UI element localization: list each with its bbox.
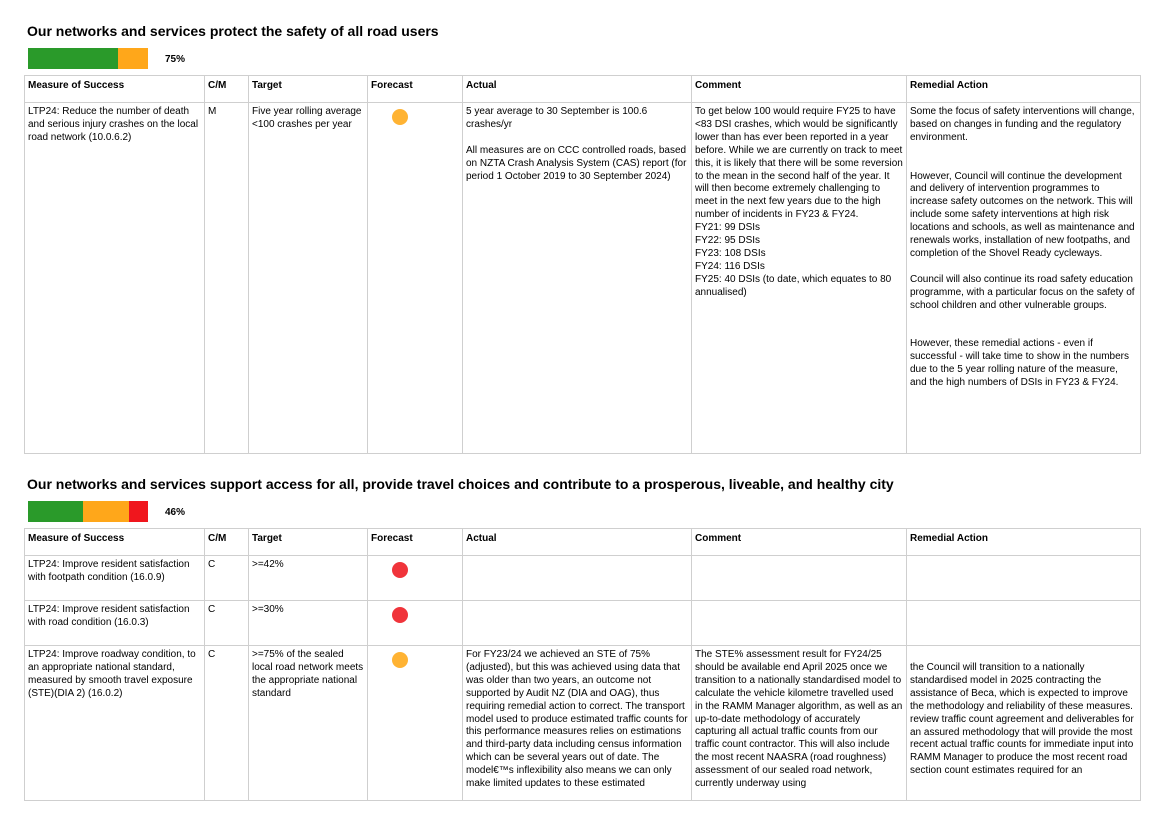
- measure-cell: LTP24: Reduce the number of death and serious injury crashes on the local road network (10.0.6.2): [25, 103, 205, 454]
- forecast-status-red-icon: [392, 562, 408, 578]
- remedial-cell: [907, 556, 1141, 601]
- header-measure: Measure of Success: [25, 76, 205, 103]
- progress-green-segment: [28, 501, 83, 522]
- actual-cell: 5 year average to 30 September is 100.6 crashes/yr All measures are on CCC controlled roads, based on NZTA Crash Analysis System (CAS) report (for period 1 October 2019 to 30 September 2024): [463, 103, 692, 454]
- table-row: [25, 103, 1141, 454]
- header-forecast: Forecast: [368, 529, 463, 556]
- actual-cell: [463, 646, 692, 801]
- progress-amber-segment: [118, 48, 148, 69]
- progress-red-segment: [129, 501, 148, 522]
- measure-cell: LTP24: Improve resident satisfaction with footpath condition (16.0.9): [25, 556, 205, 601]
- forecast-status-amber-icon: [392, 652, 408, 668]
- table-row: [25, 646, 1141, 801]
- forecast-cell: [368, 601, 463, 646]
- cm-cell: C: [205, 646, 249, 801]
- remedial-cell: [907, 601, 1141, 646]
- comment-cell: To get below 100 would require FY25 to have <83 DSI crashes, which would be significantly lower than has ever been reported in a year before. While we are currently on track to meet this, it is likely that there will be some reversion to the mean in the second half of the year. It will then become extremely challenging to meet in the next few years due to the high number of incidents in FY23 & FY24. FY21: 99 DSIs FY22: 95 DSIs FY23: 108 DSIs FY24: 116 DSIs FY25: 40 DSIs (to date, which equates to 80 annualised): [692, 103, 907, 454]
- actual-cell: [463, 556, 692, 601]
- header-actual: Actual: [463, 529, 692, 556]
- cm-cell: M: [205, 103, 249, 454]
- remedial-cell: [907, 646, 1141, 801]
- forecast-cell: [368, 556, 463, 601]
- table-header-row: [25, 529, 1141, 556]
- table-row: [25, 601, 1141, 646]
- header-comment: Comment: [692, 529, 907, 556]
- section-1-progress-bar: [28, 48, 148, 69]
- comment-text: The STE% assessment result for FY24/25 should be available end April 2025 once we transition to a nationally standardised model to calculate the vehicle kilometre travelled used in the RAMM Manager algorithm, as well as an up-to-date methodology of accurately capturing all actual traffic counts from our traffic count contractor. This will also include the most recent NAASRA (road roughness) assessment of our sealed road network, currently underway using: [695, 649, 903, 790]
- section-2-table: [24, 528, 1141, 801]
- target-cell: >=42%: [249, 556, 368, 601]
- header-target: Target: [249, 76, 368, 103]
- header-actual: Actual: [463, 76, 692, 103]
- progress-amber-segment: [83, 501, 129, 522]
- header-target: Target: [249, 529, 368, 556]
- header-comment: Comment: [692, 76, 907, 103]
- cm-cell: C: [205, 601, 249, 646]
- header-cm: C/M: [205, 76, 249, 103]
- target-cell: Five year rolling average <100 crashes per year: [249, 103, 368, 454]
- table-header-row: [25, 76, 1141, 103]
- progress-green-segment: [28, 48, 118, 69]
- forecast-status-amber-icon: [392, 109, 408, 125]
- section-2-progress-bar: [28, 501, 148, 522]
- section-1-percent: 75%: [165, 54, 186, 65]
- header-cm: C/M: [205, 529, 249, 556]
- section-2-title: Our networks and services support access for all, provide travel choices and contribute to a prosperous, liveable, and healthy city: [27, 476, 894, 492]
- forecast-status-red-icon: [392, 607, 408, 623]
- comment-cell: [692, 646, 907, 801]
- comment-cell: [692, 556, 907, 601]
- remedial-text: the Council will transition to a nationally standardised model in 2025 contracting the assistance of Beca, which is expected to improve the methodology and reliability of these measures. review traffic count agreement and deliverables for an assured methodology that will provide the most recent actual traffic counts for immediate input into RAMM Manager to produce the most recent road section count estimates required for an: [910, 662, 1134, 777]
- measure-cell: LTP24: Improve roadway condition, to an appropriate national standard, measured by smooth travel exposure (STE)(DIA 2) (16.0.2): [25, 646, 205, 801]
- comment-cell: [692, 601, 907, 646]
- cm-cell: C: [205, 556, 249, 601]
- forecast-cell: [368, 103, 463, 454]
- header-remedial: Remedial Action: [907, 529, 1141, 556]
- target-cell: >=30%: [249, 601, 368, 646]
- remedial-cell: Some the focus of safety interventions will change, based on changes in funding and the regulatory environment. However, Council will continue the development and delivery of intervention programmes to increase safety outcomes on the network. This will include some safety interventions at high risk locations and schools, as well as maintenance and renewals works, installation of new footpaths, and completion of the Shovel Ready cycleways. Council will also continue its road safety education programme, with a particular focus on the safety of school children and other vulnerable groups. However, these remedial actions - even if successful - will take time to show in the numbers due to the 5 year rolling nature of the measure, and the high numbers of DSIs in FY23 & FY24.: [907, 103, 1141, 454]
- forecast-cell: [368, 646, 463, 801]
- table-row: [25, 556, 1141, 601]
- target-cell: >=75% of the sealed local road network meets the appropriate national standard: [249, 646, 368, 801]
- section-1-title: Our networks and services protect the safety of all road users: [27, 23, 439, 39]
- actual-cell: [463, 601, 692, 646]
- header-remedial: Remedial Action: [907, 76, 1141, 103]
- section-1-table: [24, 75, 1141, 454]
- actual-text: For FY23/24 we achieved an STE of 75% (adjusted), but this was achieved using data that was older than two years, an outcome not supported by Audit NZ (DIA and OAG), thus requiring remedial action to correct. The transport model used to produce estimated traffic counts for this performance measures relies on estimations and third-party data including census information which can be several years out of date. The model€™s inflexibility also means we can only make limited updates to these estimated: [466, 649, 688, 790]
- header-forecast: Forecast: [368, 76, 463, 103]
- header-measure: Measure of Success: [25, 529, 205, 556]
- measure-cell: LTP24: Improve resident satisfaction with road condition (16.0.3): [25, 601, 205, 646]
- section-2-percent: 46%: [165, 507, 186, 518]
